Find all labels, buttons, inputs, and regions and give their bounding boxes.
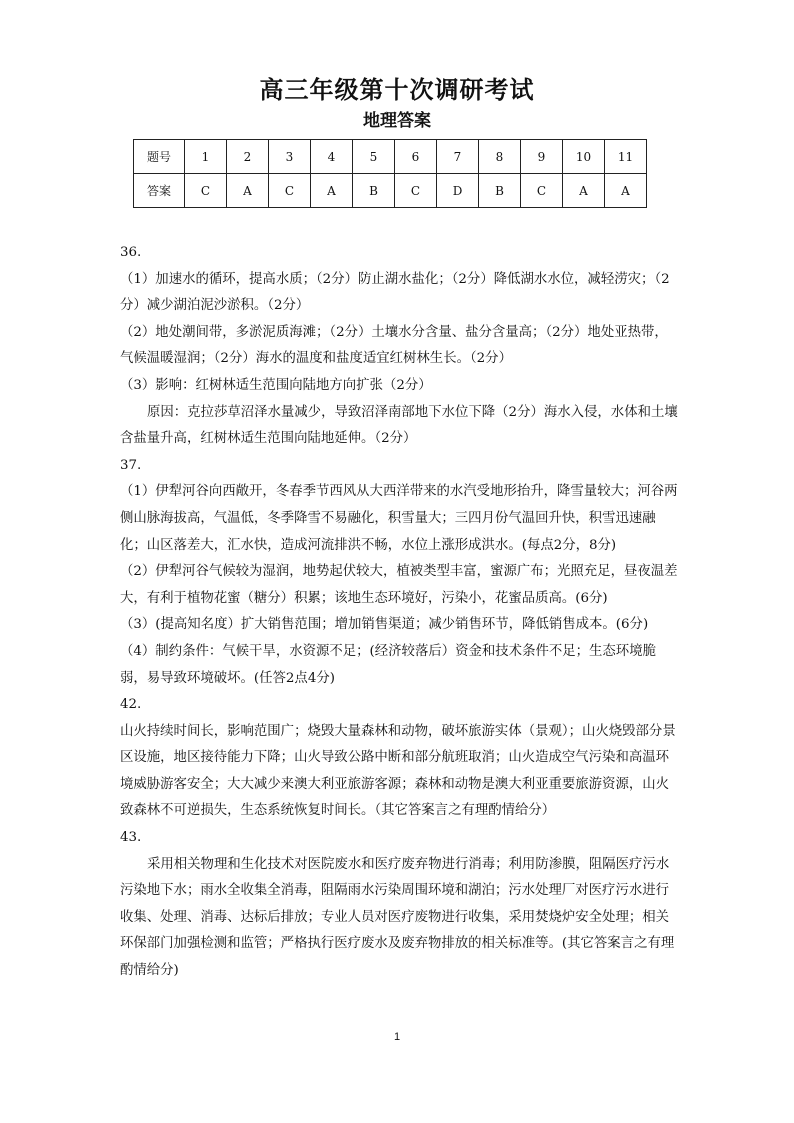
answer-paragraph: 原因：克拉莎草沼泽水量减少，导致沼泽南部地下水位下降（2分）海水入侵，水体和土壤含盐量升高，红树林适生范围向陆地延伸。（2分） (120, 404, 678, 447)
table-cell: 5 (353, 140, 395, 174)
table-row-answers (134, 174, 647, 208)
page-number: 1 (393, 1031, 401, 1043)
answer-paragraph: （1）伊犁河谷向西敞开，冬春季节西风从大西洋带来的水汽受地形抬升，降雪量较大；河谷两侧山脉海拔高，气温低，冬季降雪不易融化，积雪量大；三四月份气温回升快，积雪迅速融化；山区落差大，汇水快，造成河流排洪不畅，水位上涨形成洪水。(每点2分，8分) (120, 484, 678, 553)
question-number-36: 36. (120, 245, 142, 260)
table-cell: C (185, 174, 227, 208)
row-label-number: 题号 (134, 140, 185, 174)
table-cell: 2 (227, 140, 269, 174)
table-cell: 6 (395, 140, 437, 174)
table-cell: C (521, 174, 563, 208)
answer-paragraph: 山火持续时间长，影响范围广；烧毁大量森林和动物，破坏旅游实体（景观）；山火烧毁部分景区设施，地区接待能力下降；山火导致公路中断和部分航班取消；山火造成空气污染和高温环境威胁游客安全；大大减少来澳大利亚旅游客源；森林和动物是澳大利亚重要旅游资源，山火致森林不可逆损失，生态系统恢复时间长。（其它答案言之有理酌情给分） (120, 723, 676, 819)
answer-paragraph: （2）伊犁河谷气候较为湿润，地势起伏较大，植被类型丰富，蜜源广布；光照充足，昼夜温差大，有利于植物花蜜（糖分）积累；该地生态环境好，污染小，花蜜品质高。(6分) (120, 564, 678, 606)
answer-table (133, 139, 647, 208)
table-cell: 4 (311, 140, 353, 174)
answer-paragraph: （3）影响：红树林适生范围向陆地方向扩张（2分） (120, 377, 432, 393)
table-cell: 7 (437, 140, 479, 174)
table-cell: 8 (479, 140, 521, 174)
table-cell: C (395, 174, 437, 208)
question-number-42: 42. (120, 697, 142, 713)
table-row-numbers (134, 140, 647, 174)
question-number-37: 37. (120, 457, 142, 473)
answer-paragraph: （3）(提高知名度）扩大销售范围；增加销售渠道；减少销售环节，降低销售成本。(6分) (120, 617, 649, 633)
row-label-answer: 答案 (134, 174, 185, 208)
table-cell: A (311, 174, 353, 208)
table-cell: A (227, 174, 269, 208)
answer-paragraph: 采用相关物理和生化技术对医院废水和医疗废弃物进行消毒；利用防渗膜，阻隔医疗污水污染地下水；雨水全收集全消毒，阻隔雨水污染周围环境和湖泊；污水处理厂对医疗污水进行收集、处理、消毒、达标后排放；专业人员对医疗废物进行收集，采用焚烧炉安全处理；相关环保部门加强检测和监管；严格执行医疗废水及废弃物排放的相关标准等。(其它答案言之有理酌情给分) (120, 856, 675, 979)
table-cell: B (353, 174, 395, 208)
table-cell: 10 (563, 140, 605, 174)
table-cell: A (563, 174, 605, 208)
answer-paragraph: （2）地处潮间带，多淤泥质海滩；（2分）土壤水分含量、盐分含量高；（2分）地处亚热带，气候温暖湿润；（2分）海水的温度和盐度适宜红树林生长。（2分） (120, 324, 668, 367)
table-cell: A (605, 174, 647, 208)
question-number-43: 43. (120, 830, 142, 846)
exam-subtitle: 地理答案 (363, 111, 431, 131)
answer-paragraph: （4）制约条件：气候干旱，水资源不足；(经济较落后）资金和技术条件不足；生态环境脆弱，易导致环境破坏。(任答2点4分) (120, 643, 656, 686)
table-cell: 3 (269, 140, 311, 174)
table-cell: 11 (605, 140, 647, 174)
exam-title: 高三年级第十次调研考试 (259, 76, 535, 104)
table-cell: D (437, 174, 479, 208)
table-cell: 9 (521, 140, 563, 174)
table-cell: C (269, 174, 311, 208)
answer-paragraph: （1）加速水的循环，提高水质；（2分）防止湖水盐化；（2分）降低湖水水位，减轻涝灾；（2分）减少湖泊泥沙淤积。（2分） (120, 271, 670, 314)
table-cell: 1 (185, 140, 227, 174)
answer-body (120, 240, 680, 985)
table-cell: B (479, 174, 521, 208)
